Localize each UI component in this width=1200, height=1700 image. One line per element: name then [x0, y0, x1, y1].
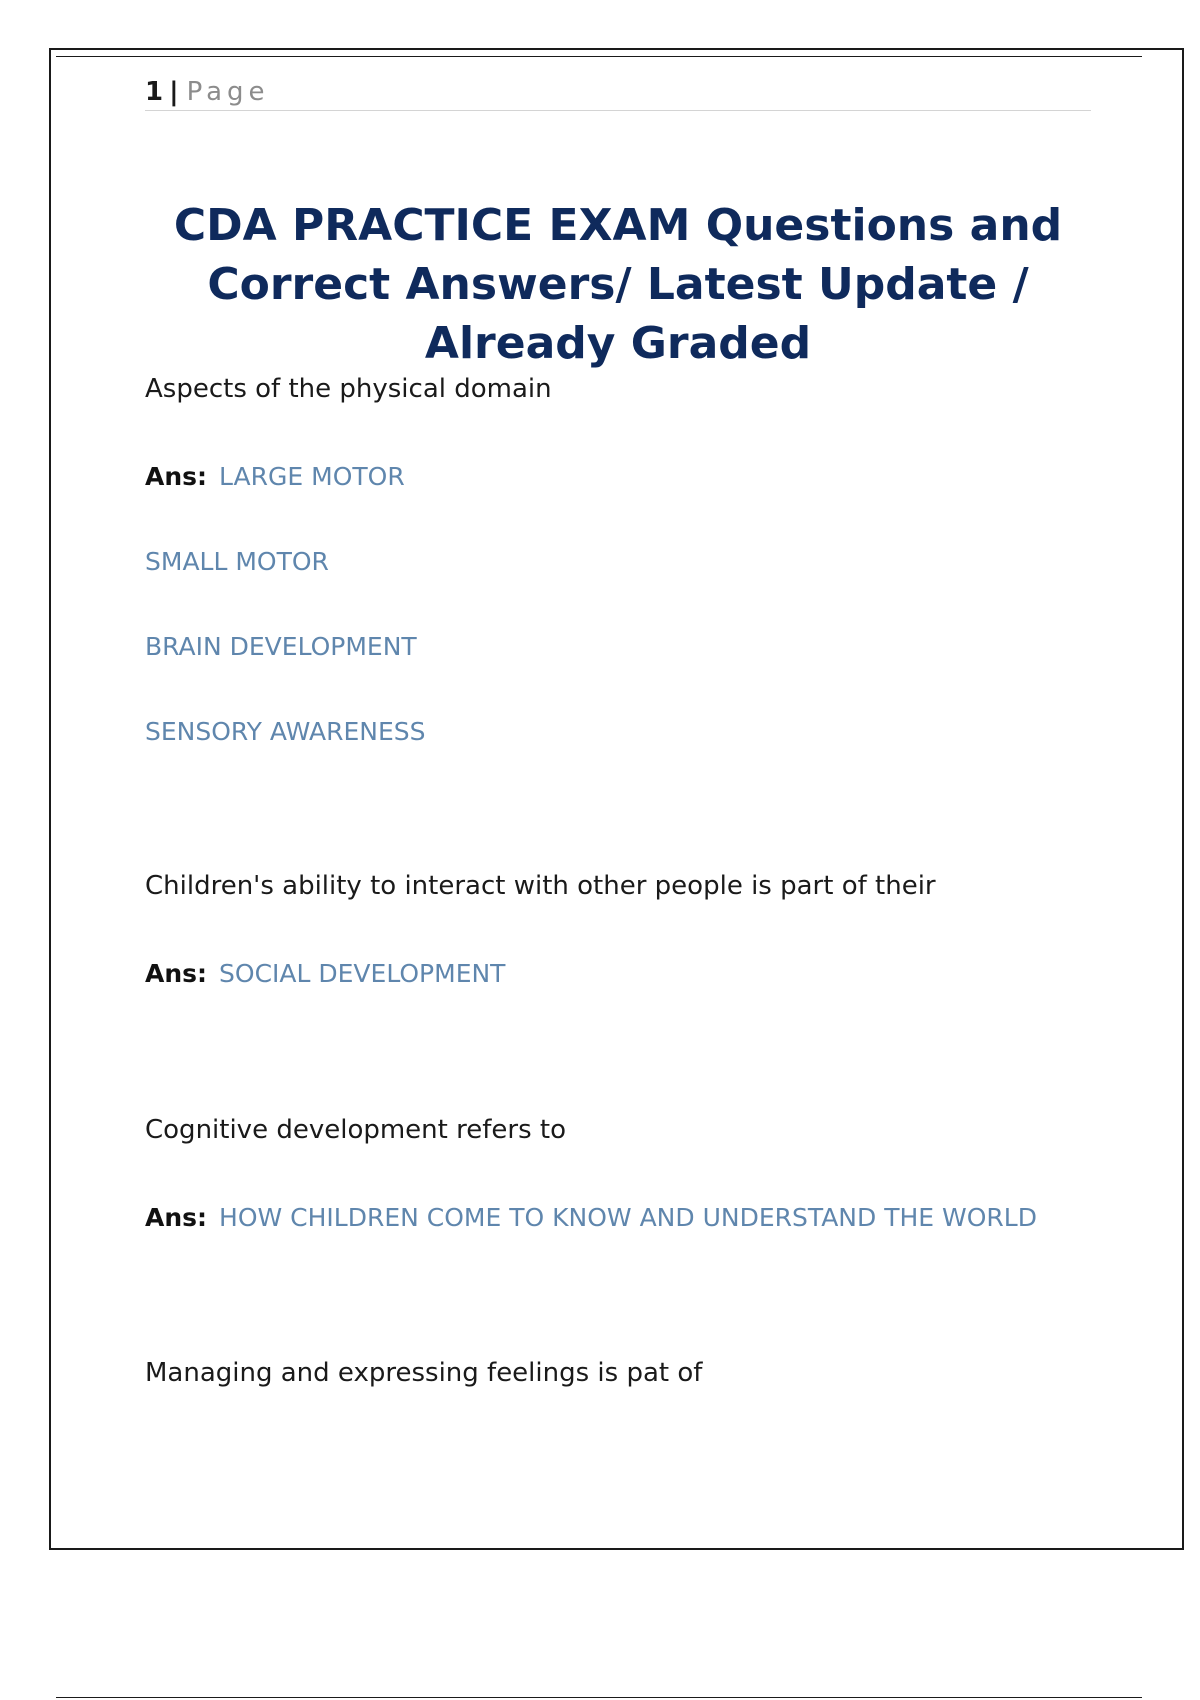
answer-row — [145, 1201, 1091, 1235]
page-header — [145, 74, 1091, 111]
header-top-rule — [56, 56, 1142, 57]
answer-text: SMALL MOTOR — [145, 547, 329, 576]
answer-label: Ans: — [145, 959, 208, 988]
question-text: Children's ability to interact with other people is part of their — [145, 871, 936, 901]
answer-row — [145, 545, 1091, 579]
question-text: Aspects of the physical domain — [145, 374, 552, 404]
question-text: Cognitive development refers to — [145, 1115, 566, 1145]
answer-text: SOCIAL DEVELOPMENT — [219, 959, 506, 988]
answer-text: HOW CHILDREN COME TO KNOW AND UNDERSTAND THE WORLD — [219, 1203, 1037, 1232]
next-page-top-rule — [56, 1697, 1142, 1698]
answer-row — [145, 630, 1091, 664]
answer-row — [145, 460, 1091, 494]
answer-text: LARGE MOTOR — [219, 462, 405, 491]
page-separator: | — [169, 77, 179, 107]
question-text: Managing and expressing feelings is pat of — [145, 1358, 703, 1388]
page-label: Page — [186, 77, 270, 107]
answer-label: Ans: — [145, 462, 208, 491]
answer-row — [145, 957, 1091, 991]
document-title: CDA PRACTICE EXAM Questions and Correct Answers/ Latest Update / Already Graded — [173, 200, 1063, 369]
answer-text: SENSORY AWARENESS — [145, 717, 426, 746]
answer-label: Ans: — [145, 1203, 208, 1232]
answer-text: BRAIN DEVELOPMENT — [145, 632, 417, 661]
answer-row — [145, 715, 1091, 749]
page-number: 1 — [145, 77, 164, 107]
